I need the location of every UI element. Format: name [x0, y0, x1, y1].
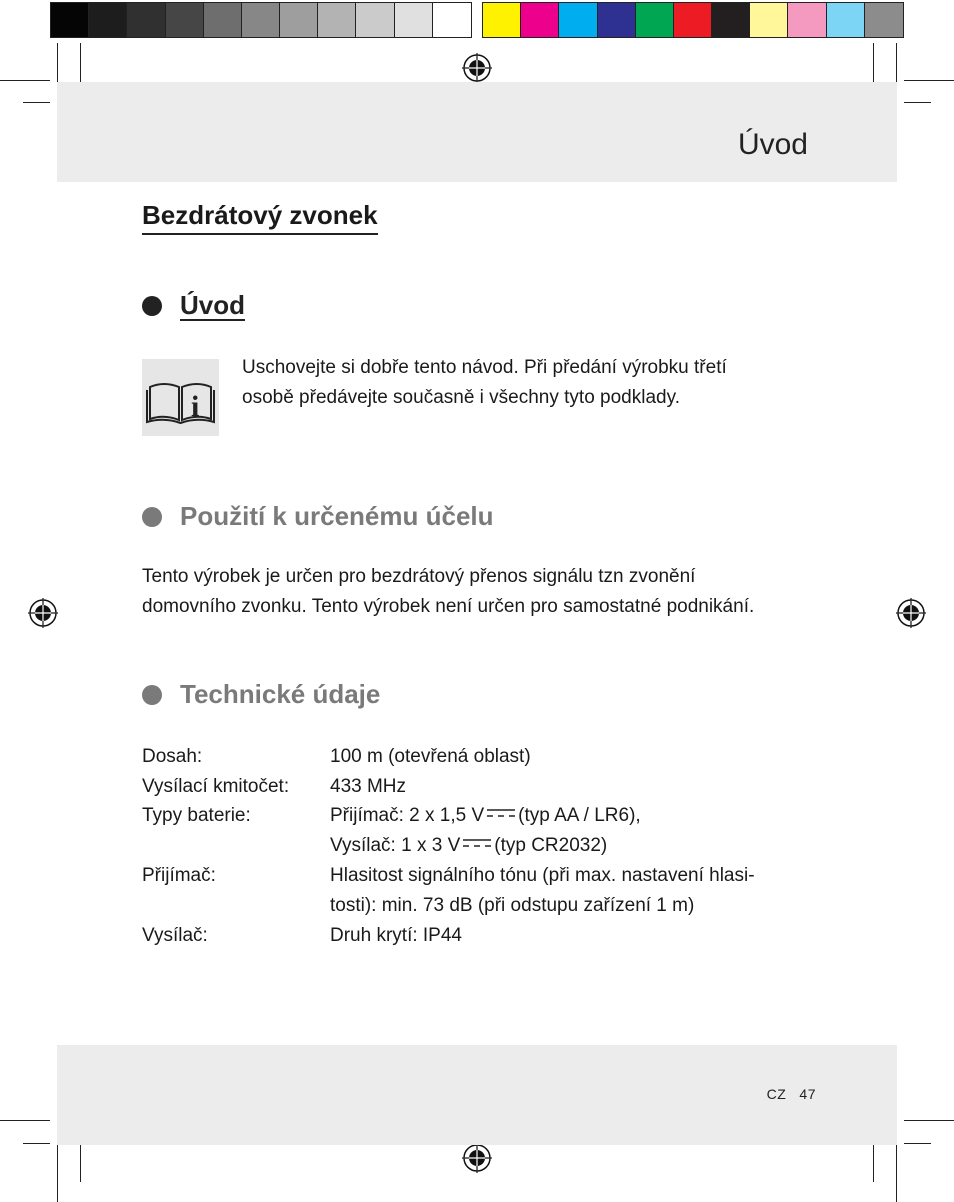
color-swatch: [865, 3, 903, 37]
crop-mark: [57, 1140, 58, 1202]
intro-paragraph: [242, 353, 727, 413]
dc-symbol-icon: [463, 837, 491, 849]
grayscale-color-bar: [50, 2, 472, 38]
bullet-dot-icon: [142, 507, 162, 527]
color-swatch: [395, 3, 433, 37]
spec-value-pre: Přijímač: 2 x 1,5 V: [330, 805, 485, 826]
crop-mark: [0, 80, 50, 81]
color-swatch: [674, 3, 712, 37]
spec-label: Vysílací kmitočet:: [142, 776, 290, 797]
section-heading-text: Úvod: [180, 290, 245, 320]
spec-value: Druh krytí: IP44: [330, 925, 462, 946]
section-heading-intro: [142, 290, 245, 321]
usage-text-line: Tento výrobek je určen pro bezdrátový přenos signálu tzn zvonění: [142, 566, 696, 587]
registration-mark-icon: [896, 598, 926, 628]
spec-label: Dosah:: [142, 746, 203, 767]
registration-mark-icon: [462, 53, 492, 83]
color-swatch: [242, 3, 280, 37]
intro-text-line: Uschovejte si dobře tento návod. Při předání výrobku třetí: [242, 357, 727, 378]
color-swatch: [636, 3, 674, 37]
crop-mark: [904, 1143, 931, 1144]
page-number: 47: [799, 1086, 816, 1102]
bullet-dot-icon: [142, 296, 162, 316]
spec-label: Typy baterie:: [142, 805, 251, 826]
bullet-dot-icon: [142, 685, 162, 705]
spec-value: Hlasitost signálního tónu (při max. nastavení hlasi-: [330, 865, 755, 886]
color-swatch: [827, 3, 865, 37]
section-heading-text: Použití k určenému účelu: [180, 501, 494, 531]
usage-paragraph: [142, 562, 754, 622]
crop-mark: [904, 102, 931, 103]
spec-value: [330, 801, 641, 831]
registration-mark-icon: [28, 598, 58, 628]
crop-mark: [0, 1120, 50, 1121]
spec-value-post: (typ CR2032): [494, 835, 608, 856]
spec-value: 100 m (otevřená oblast): [330, 746, 531, 767]
spec-value: [330, 831, 607, 861]
color-swatch: [166, 3, 204, 37]
crop-mark: [904, 80, 954, 81]
color-swatch: [559, 3, 597, 37]
color-swatch: [598, 3, 636, 37]
section-heading-text: Technické údaje: [180, 679, 381, 709]
spec-value: 433 MHz: [330, 776, 407, 797]
color-swatch: [204, 3, 242, 37]
spec-value-post: (typ AA / LR6),: [518, 805, 641, 826]
dc-symbol-icon: [487, 807, 515, 819]
color-swatch: [521, 3, 559, 37]
spec-value: tosti): min. 73 dB (při odstupu zařízení 1 m): [330, 895, 695, 916]
crop-mark: [904, 1120, 954, 1121]
spec-value-pre: Vysílač: 1 x 3 V: [330, 835, 461, 856]
section-heading-specs: [142, 679, 380, 710]
registration-mark-icon: [462, 1143, 492, 1173]
color-swatch: [750, 3, 788, 37]
footer-language: CZ: [766, 1086, 787, 1102]
crop-mark: [873, 1140, 874, 1182]
crop-mark: [23, 1143, 50, 1144]
crop-mark: [896, 1140, 897, 1202]
color-swatch: [127, 3, 165, 37]
spec-label: Přijímač:: [142, 865, 216, 886]
usage-text-line: domovního zvonku. Tento výrobek není určen pro samostatné podnikání.: [142, 596, 755, 617]
color-swatch: [356, 3, 394, 37]
info-book-icon: [142, 359, 219, 436]
crop-mark: [80, 1140, 81, 1182]
svg-text:i: i: [191, 390, 200, 423]
color-swatch: [51, 3, 89, 37]
section-heading-usage: [142, 501, 494, 532]
color-swatch: [788, 3, 826, 37]
document-title: Bezdrátový zvonek: [142, 200, 378, 235]
spec-label: Vysílač:: [142, 925, 208, 946]
crop-mark: [23, 102, 50, 103]
color-swatch: [483, 3, 521, 37]
color-swatch: [318, 3, 356, 37]
page-header-title: Úvod: [737, 128, 808, 161]
process-color-bar: [482, 2, 904, 38]
page-footer: [767, 1086, 816, 1102]
color-swatch: [89, 3, 127, 37]
intro-text-line: osobě předávejte současně i všechny tyto podklady.: [242, 387, 680, 408]
color-swatch: [433, 3, 471, 37]
color-swatch: [280, 3, 318, 37]
color-swatch: [712, 3, 750, 37]
